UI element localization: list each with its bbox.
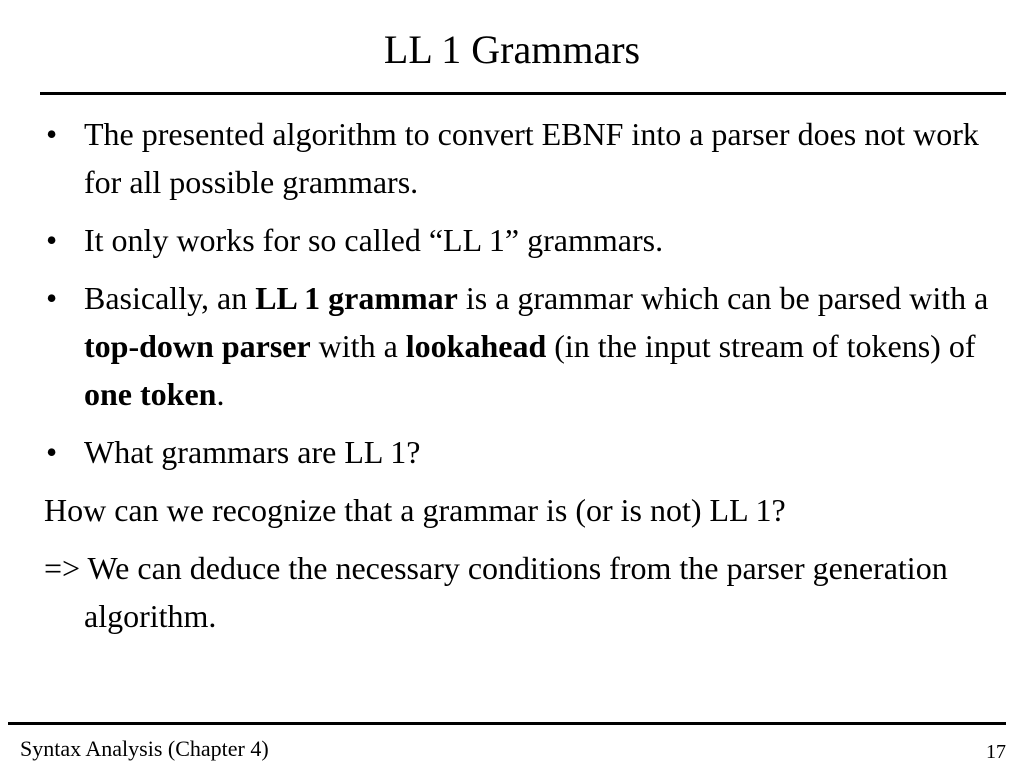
emphasis-top-down-parser: top-down parser xyxy=(84,328,311,364)
bullet-icon: • xyxy=(46,280,58,316)
bullet-text xyxy=(84,280,988,412)
title-divider xyxy=(40,92,1006,95)
bullet-text: What grammars are LL 1? xyxy=(84,434,421,470)
bullet-item xyxy=(44,110,1004,206)
conclusion-text: => We can deduce the necessary conditions from the parser generation algorithm. xyxy=(44,550,948,634)
bullet-item xyxy=(44,428,1004,476)
question-text: How can we recognize that a grammar is (or is not) LL 1? xyxy=(44,492,786,528)
emphasis-ll1-grammar: LL 1 grammar xyxy=(255,280,458,316)
bullet-icon: • xyxy=(46,222,58,258)
text-segment: . xyxy=(216,376,225,412)
text-segment: with a xyxy=(310,328,406,364)
bullet-text: The presented algorithm to convert EBNF into a parser does not work for all possible grammars. xyxy=(84,116,979,200)
slide-title: LL 1 Grammars xyxy=(383,27,641,72)
emphasis-lookahead: lookahead xyxy=(405,328,547,364)
page-number: 17 xyxy=(986,741,1006,763)
slide-body xyxy=(44,110,1004,650)
bullet-text: It only works for so called “LL 1” grammars. xyxy=(84,222,664,258)
emphasis-one-token: one token xyxy=(84,376,217,412)
text-segment: is a grammar which can be parsed with a xyxy=(457,280,989,316)
bullet-icon: • xyxy=(46,116,58,152)
text-segment: (in the input stream of tokens) of xyxy=(546,328,976,364)
bullet-icon: • xyxy=(46,434,58,470)
text-segment: Basically, an xyxy=(84,280,256,316)
footer-chapter-label: Syntax Analysis (Chapter 4) xyxy=(20,736,269,761)
bullet-item xyxy=(44,274,1004,418)
footer-divider xyxy=(8,722,1006,725)
bullet-item xyxy=(44,216,1004,264)
